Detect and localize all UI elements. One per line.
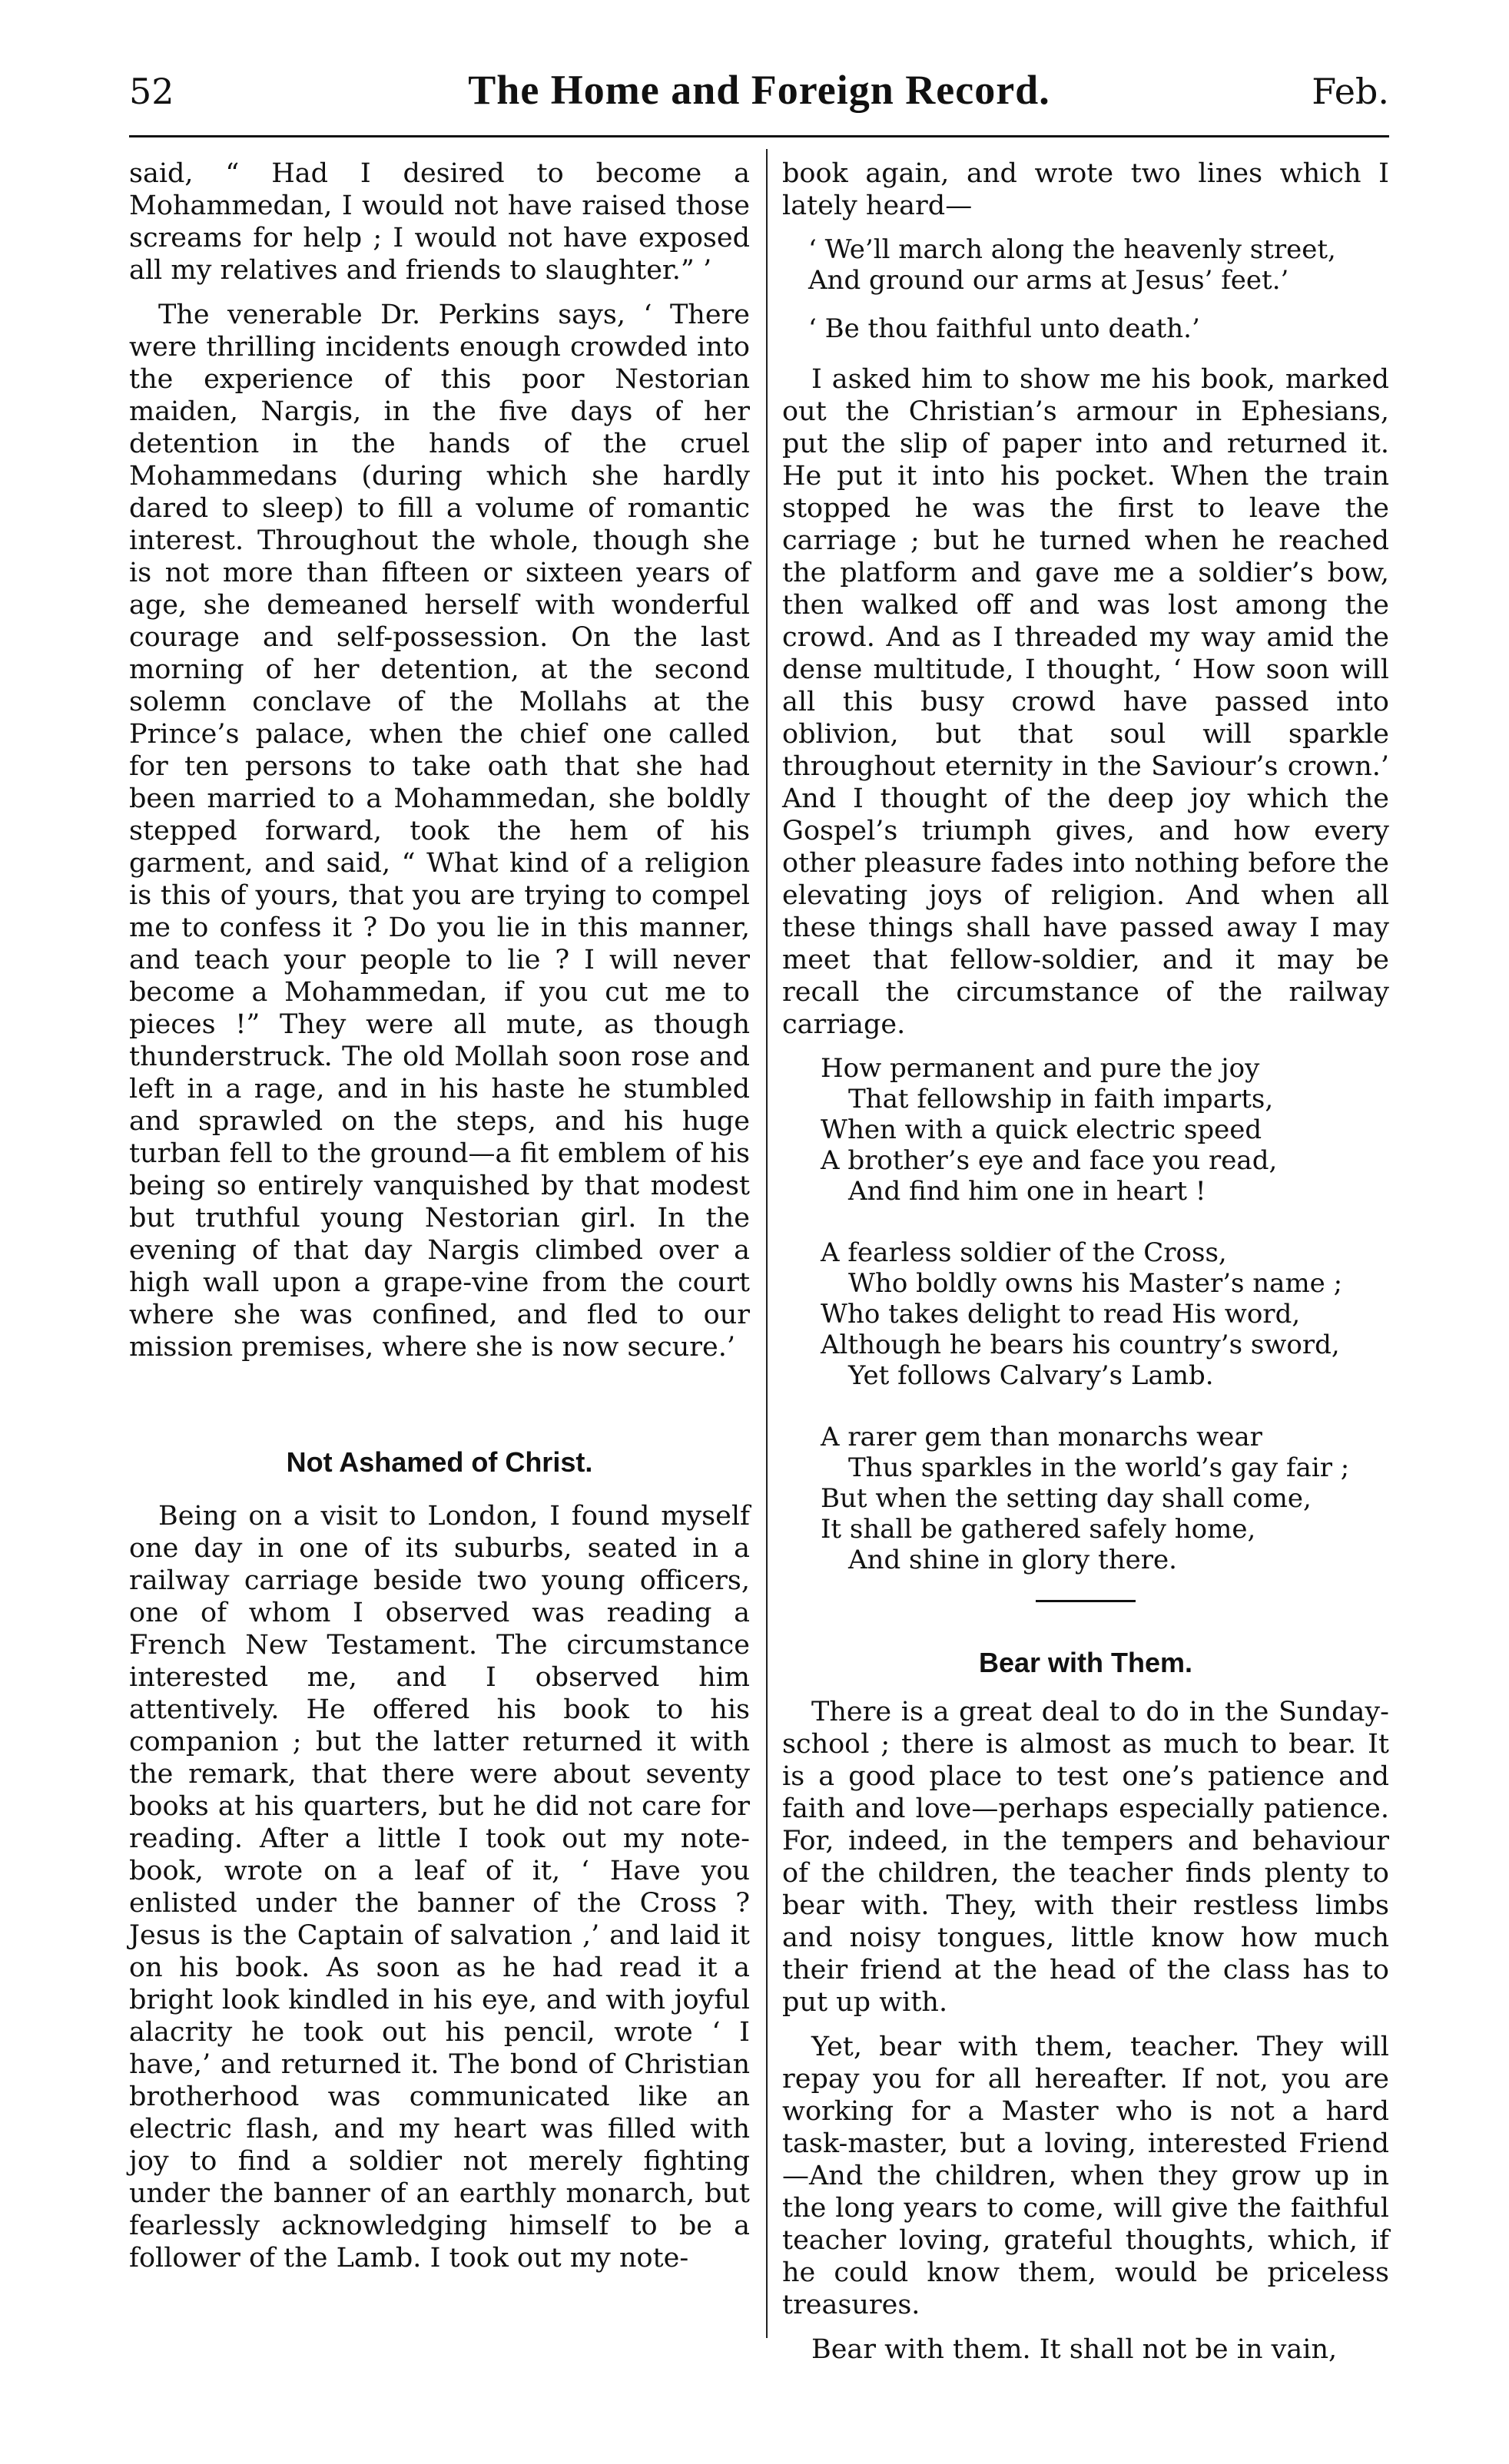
paragraph: Bear with them. It shall not be in vain, (811, 2334, 1338, 2365)
poem-stanza (782, 1237, 1389, 1391)
page-number: 52 (129, 71, 174, 112)
running-header (129, 67, 1389, 132)
poem-line: Who boldly owns his Master’s name ; (848, 1268, 1343, 1299)
verse-line: And ground our arms at Jesus’ feet.’ (808, 265, 1289, 296)
poem-line: But when the setting day shall come, (821, 1483, 1312, 1514)
verse-line: ‘ We’ll march along the heavenly street, (808, 234, 1336, 265)
poem-line: How permanent and pure the joy (821, 1053, 1260, 1084)
header-rule (129, 135, 1389, 137)
section-title: Not Ashamed of Christ. (286, 1446, 593, 1478)
poem-line: Thus sparkles in the world’s gay fair ; (848, 1452, 1350, 1483)
poem-line: Yet follows Calvary’s Lamb. (848, 1360, 1214, 1391)
right-column (782, 157, 1389, 2378)
poem-line: And find him one in heart ! (848, 1176, 1206, 1207)
poem (782, 1053, 1389, 1575)
poem-line: A brother’s eye and face you read, (821, 1145, 1278, 1176)
quoted-verse (808, 234, 1389, 296)
quoted-line: ‘ Be thou faithful unto death.’ (808, 313, 1200, 344)
poem-line: A rarer gem than monarchs wear (821, 1422, 1262, 1452)
poem-line: When with a quick electric speed (821, 1114, 1262, 1145)
paragraph: book again, and wrote two lines which I lately heard— (782, 158, 1389, 221)
paragraph: I asked him to show me his book, marked out the Christian’s armour in Ephesians, put the slip of paper into and returned it. He put it into his pocket. When the train stopped he was the first to leave the carriage ; but he turned when he reached the platform and gave me a soldier’s bow, then walked off and was lost among the crowd. And as I threaded my way amid the dense multitude, I thought, ‘ How soon will all this busy crowd have passed into oblivion, but that soul will sparkle throughout eternity in the Saviour’s crown.’ And I thought of the deep joy which the Gospel’s triumph gives, and how every other pleasure fades into nothing before the elevating joys of religion. And when all these things shall have passed away I may meet that fellow-soldier, and it may be recall the circumstance of the railway carriage. (782, 364, 1389, 1040)
paragraph: Being on a visit to London, I found myself one day in one of its suburbs, seated in a railway carriage beside two young officers, one of whom I observed was reading a French New Testament. The circumstance interested me, and I observed him attentively. He offered his book to his companion ; but the latter returned it with the remark, that there were about seventy books at his quarters, but he did not care for reading. After a little I took out my note-book, wrote on a leaf of it, ‘ Have you enlisted under the banner of the Cross ? Jesus is the Captain of salvation ,’ and laid it on his book. As soon as he had read it a bright look kindled in his eye, and with joyful alacrity he took out his pencil, wrote ‘ I have,’ and returned it. The bond of Christian brotherhood was communicated like an electric flash, and my heart was filled with joy to find a soldier not merely fighting under the banner of an earthly monarch, but fearlessly acknowledging himself to be a follower of the Lamb. I took out my note- (129, 1501, 750, 2274)
paragraph: said, “ Had I desired to become a Mohammedan, I would not have raised those screams for help ; I would not have exposed all my relatives and friends to slaughter.” ’ (129, 158, 750, 286)
poem-line: Although he bears his country’s sword, (821, 1330, 1340, 1360)
section-title: Bear with Them. (978, 1647, 1193, 1678)
journal-title: The Home and Foreign Record. (468, 67, 1050, 113)
paragraph: Yet, bear with them, teacher. They will repay you for all hereafter. If not, you are working for a Master who is not a hard task-master, but a loving, interested Friend—And the children, when they grow up in the long years to come, will give the faithful teacher loving, grateful thoughts, which, if he could know them, would be priceless treasures. (782, 2032, 1389, 2320)
poem-line: And shine in glory there. (848, 1545, 1177, 1575)
poem-line: Who takes delight to read His word, (821, 1299, 1301, 1330)
poem-line: That fellowship in faith imparts, (848, 1084, 1274, 1114)
poem-stanza (782, 1422, 1389, 1575)
poem-line: It shall be gathered safely home, (821, 1514, 1256, 1545)
issue-month: Feb. (1312, 71, 1389, 112)
section-separator (1036, 1600, 1136, 1602)
poem-line: A fearless soldier of the Cross, (821, 1237, 1227, 1268)
column-divider (766, 149, 768, 2338)
left-column (129, 157, 750, 2287)
paragraph: There is a great deal to do in the Sunday-school ; there is almost as much to bear. It is a good place to test one’s patience and faith and love—perhaps especially patience. For, indeed, in the tempers and behaviour of the children, the teacher finds plenty to bear with. They, with their restless limbs and noisy tongues, little know how much their friend at the head of the class has to put up with. (782, 1697, 1389, 2018)
poem-stanza (782, 1053, 1389, 1207)
paragraph: The venerable Dr. Perkins says, ‘ There were thrilling incidents enough crowded into the experience of this poor Nestorian maiden, Nargis, in the five days of her detention in the hands of the cruel Mohammedans (during which she hardly dared to sleep) to fill a volume of romantic interest. Throughout the whole, though she is not more than fifteen or sixteen years of age, she demeaned herself with wonderful courage and self-possession. On the last morning of her detention, at the second solemn conclave of the Mollahs at the Prince’s palace, when the chief one called for ten persons to take oath that she had been married to a Mohammedan, she boldly stepped forward, took the hem of his garment, and said, “ What kind of a religion is this of yours, that you are trying to compel me to confess it ? Do you lie in this manner, and teach your people to lie ? I will never become a Mohammedan, if you cut me to pieces !” They were all mute, as though thunderstruck. The old Mollah soon rose and left in a rage, and in his haste he stumbled and sprawled on the steps, and his huge turban fell to the ground—a fit emblem of his being so entirely vanquished by that modest but truthful young Nestorian girl. In the evening of that day Nargis climbed over a high wall upon a grape-vine from the court where she was confined, and fled to our mission premises, where she is now secure.’ (129, 300, 750, 1363)
